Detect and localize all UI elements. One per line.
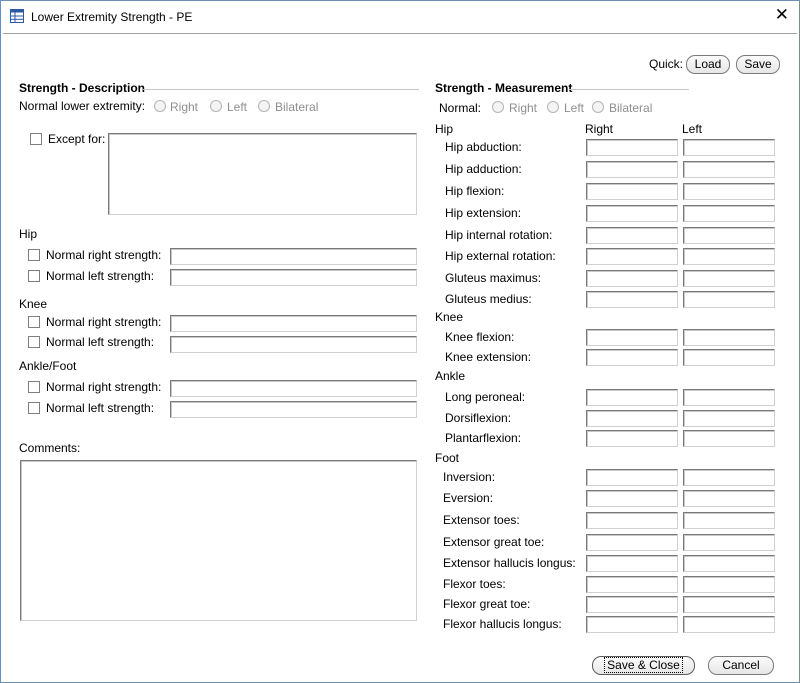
save-close-label: Save & Close <box>604 657 683 673</box>
inversion-left-input[interactable] <box>683 469 775 486</box>
flexor-toes-label: Flexor toes: <box>443 577 506 591</box>
description-title: Strength - Description <box>19 81 146 95</box>
knee-normal-right-checkbox[interactable] <box>28 316 40 328</box>
hip-normal-right-label: Normal right strength: <box>46 248 162 262</box>
flexor-hallucis-longus-label: Flexor hallucis longus: <box>443 617 562 631</box>
long-peroneal-right-input[interactable] <box>586 389 678 406</box>
column-right-header: Right <box>585 122 614 136</box>
hip-external-rotation-label: Hip external rotation: <box>445 249 556 263</box>
dorsiflexion-right-input[interactable] <box>586 410 678 427</box>
meas-radio-left-label: Left <box>564 101 585 115</box>
plantarflexion-label: Plantarflexion: <box>445 431 522 445</box>
gluteus-medius-right-input[interactable] <box>586 291 678 308</box>
desc-radio-left[interactable] <box>210 100 222 112</box>
extensor-toes-left-input[interactable] <box>683 512 775 529</box>
quick-save-button[interactable]: Save <box>736 55 780 74</box>
gluteus-maximus-left-input[interactable] <box>683 270 775 287</box>
ankle-normal-left-checkbox[interactable] <box>28 402 40 414</box>
dorsiflexion-left-input[interactable] <box>683 410 775 427</box>
long-peroneal-left-input[interactable] <box>683 389 775 406</box>
hip-adduction-left-input[interactable] <box>683 161 775 178</box>
knee-flexion-label: Knee flexion: <box>445 330 515 344</box>
meas-radio-bilateral[interactable] <box>592 101 604 113</box>
quick-load-button[interactable]: Load <box>686 55 730 74</box>
inversion-right-input[interactable] <box>586 469 678 486</box>
hip-abduction-label: Hip abduction: <box>445 140 522 154</box>
ankle-normal-left-input[interactable] <box>170 401 417 418</box>
extensor-hallucis-longus-label: Extensor hallucis longus: <box>443 556 576 570</box>
hip-normal-left-checkbox[interactable] <box>28 270 40 282</box>
knee-extension-left-input[interactable] <box>683 349 775 366</box>
knee-normal-right-input[interactable] <box>170 315 417 332</box>
eversion-label: Eversion: <box>443 491 494 505</box>
dialog-client <box>3 33 797 681</box>
hip-external-rotation-left-input[interactable] <box>683 248 775 265</box>
form-icon <box>10 9 24 26</box>
extensor-great-toe-left-input[interactable] <box>683 534 775 551</box>
flexor-hallucis-longus-right-input[interactable] <box>586 616 678 633</box>
desc-knee-heading: Knee <box>19 297 48 311</box>
hip-internal-rotation-left-input[interactable] <box>683 227 775 244</box>
extensor-great-toe-label: Extensor great toe: <box>443 535 545 549</box>
hip-internal-rotation-right-input[interactable] <box>586 227 678 244</box>
meas-radio-left[interactable] <box>547 101 559 113</box>
ankle-normal-right-label: Normal right strength: <box>46 380 162 394</box>
extensor-toes-right-input[interactable] <box>586 512 678 529</box>
save-close-button[interactable] <box>592 656 695 675</box>
inversion-label: Inversion: <box>443 470 496 484</box>
hip-extension-right-input[interactable] <box>586 205 678 222</box>
comments-textarea[interactable] <box>20 460 417 621</box>
desc-radio-right-label: Right <box>170 100 199 114</box>
hip-extension-left-input[interactable] <box>683 205 775 222</box>
flexor-toes-right-input[interactable] <box>586 576 678 593</box>
hip-extension-label: Hip extension: <box>445 206 522 220</box>
extensor-hallucis-longus-left-input[interactable] <box>683 555 775 572</box>
flexor-great-toe-right-input[interactable] <box>586 596 678 613</box>
hip-flexion-left-input[interactable] <box>683 183 775 200</box>
hip-adduction-label: Hip adduction: <box>445 162 522 176</box>
gluteus-maximus-label: Gluteus maximus: <box>445 271 542 285</box>
long-peroneal-label: Long peroneal: <box>445 390 526 404</box>
hip-adduction-right-input[interactable] <box>586 161 678 178</box>
meas-group-heading-foot: Foot <box>435 451 460 465</box>
hip-flexion-right-input[interactable] <box>586 183 678 200</box>
plantarflexion-right-input[interactable] <box>586 430 678 447</box>
meas-radio-right[interactable] <box>492 101 504 113</box>
meas-group-heading-hip: Hip <box>435 122 454 136</box>
hip-normal-right-checkbox[interactable] <box>28 249 40 261</box>
hip-normal-left-input[interactable] <box>170 269 417 286</box>
flexor-great-toe-left-input[interactable] <box>683 596 775 613</box>
ankle-normal-left-label: Normal left strength: <box>46 401 155 415</box>
ankle-normal-right-input[interactable] <box>170 380 417 397</box>
measurement-divider <box>569 89 689 90</box>
quick-label: Quick: <box>649 57 684 71</box>
hip-flexion-label: Hip flexion: <box>445 184 505 198</box>
desc-hip-heading: Hip <box>19 227 38 241</box>
measurement-title: Strength - Measurement <box>435 81 573 95</box>
hip-abduction-right-input[interactable] <box>586 139 678 156</box>
knee-normal-left-input[interactable] <box>170 336 417 353</box>
extensor-hallucis-longus-right-input[interactable] <box>586 555 678 572</box>
hip-external-rotation-right-input[interactable] <box>586 248 678 265</box>
knee-flexion-left-input[interactable] <box>683 329 775 346</box>
plantarflexion-left-input[interactable] <box>683 430 775 447</box>
close-icon[interactable]: ✕ <box>774 5 789 24</box>
flexor-hallucis-longus-left-input[interactable] <box>683 616 775 633</box>
normal-lower-extremity-label: Normal lower extremity: <box>19 99 146 113</box>
except-for-checkbox[interactable] <box>30 133 42 145</box>
measurement-normal-label: Normal: <box>439 101 482 115</box>
hip-internal-rotation-label: Hip internal rotation: <box>445 228 553 242</box>
desc-radio-bilateral-label: Bilateral <box>275 100 319 114</box>
cancel-button[interactable]: Cancel <box>708 656 774 675</box>
knee-extension-label: Knee extension: <box>445 350 532 364</box>
title-bar <box>1 1 799 32</box>
except-for-textarea[interactable] <box>108 133 417 215</box>
dorsiflexion-label: Dorsiflexion: <box>445 411 512 425</box>
desc-ankle-foot-heading: Ankle/Foot <box>19 359 77 373</box>
eversion-right-input[interactable] <box>586 490 678 507</box>
gluteus-maximus-right-input[interactable] <box>586 270 678 287</box>
hip-normal-right-input[interactable] <box>170 248 417 265</box>
meas-group-heading-knee: Knee <box>435 310 464 324</box>
ankle-normal-right-checkbox[interactable] <box>28 381 40 393</box>
meas-radio-bilateral-label: Bilateral <box>609 101 653 115</box>
desc-radio-left-label: Left <box>227 100 248 114</box>
column-left-header: Left <box>682 122 703 136</box>
comments-label: Comments: <box>19 441 81 455</box>
desc-radio-right[interactable] <box>154 100 166 112</box>
window-title: Lower Extremity Strength - PE <box>31 10 193 24</box>
flexor-toes-left-input[interactable] <box>683 576 775 593</box>
hip-normal-left-label: Normal left strength: <box>46 269 155 283</box>
flexor-great-toe-label: Flexor great toe: <box>443 597 531 611</box>
extensor-toes-label: Extensor toes: <box>443 513 520 527</box>
gluteus-medius-label: Gluteus medius: <box>445 292 532 306</box>
meas-group-heading-ankle: Ankle <box>435 369 466 383</box>
description-divider <box>143 89 419 90</box>
desc-radio-bilateral[interactable] <box>258 100 270 112</box>
knee-normal-right-label: Normal right strength: <box>46 315 162 329</box>
knee-normal-left-label: Normal left strength: <box>46 335 155 349</box>
extensor-great-toe-right-input[interactable] <box>586 534 678 551</box>
knee-extension-right-input[interactable] <box>586 349 678 366</box>
meas-radio-right-label: Right <box>509 101 538 115</box>
gluteus-medius-left-input[interactable] <box>683 291 775 308</box>
knee-flexion-right-input[interactable] <box>586 329 678 346</box>
except-for-label: Except for: <box>48 132 106 146</box>
eversion-left-input[interactable] <box>683 490 775 507</box>
hip-abduction-left-input[interactable] <box>683 139 775 156</box>
knee-normal-left-checkbox[interactable] <box>28 336 40 348</box>
